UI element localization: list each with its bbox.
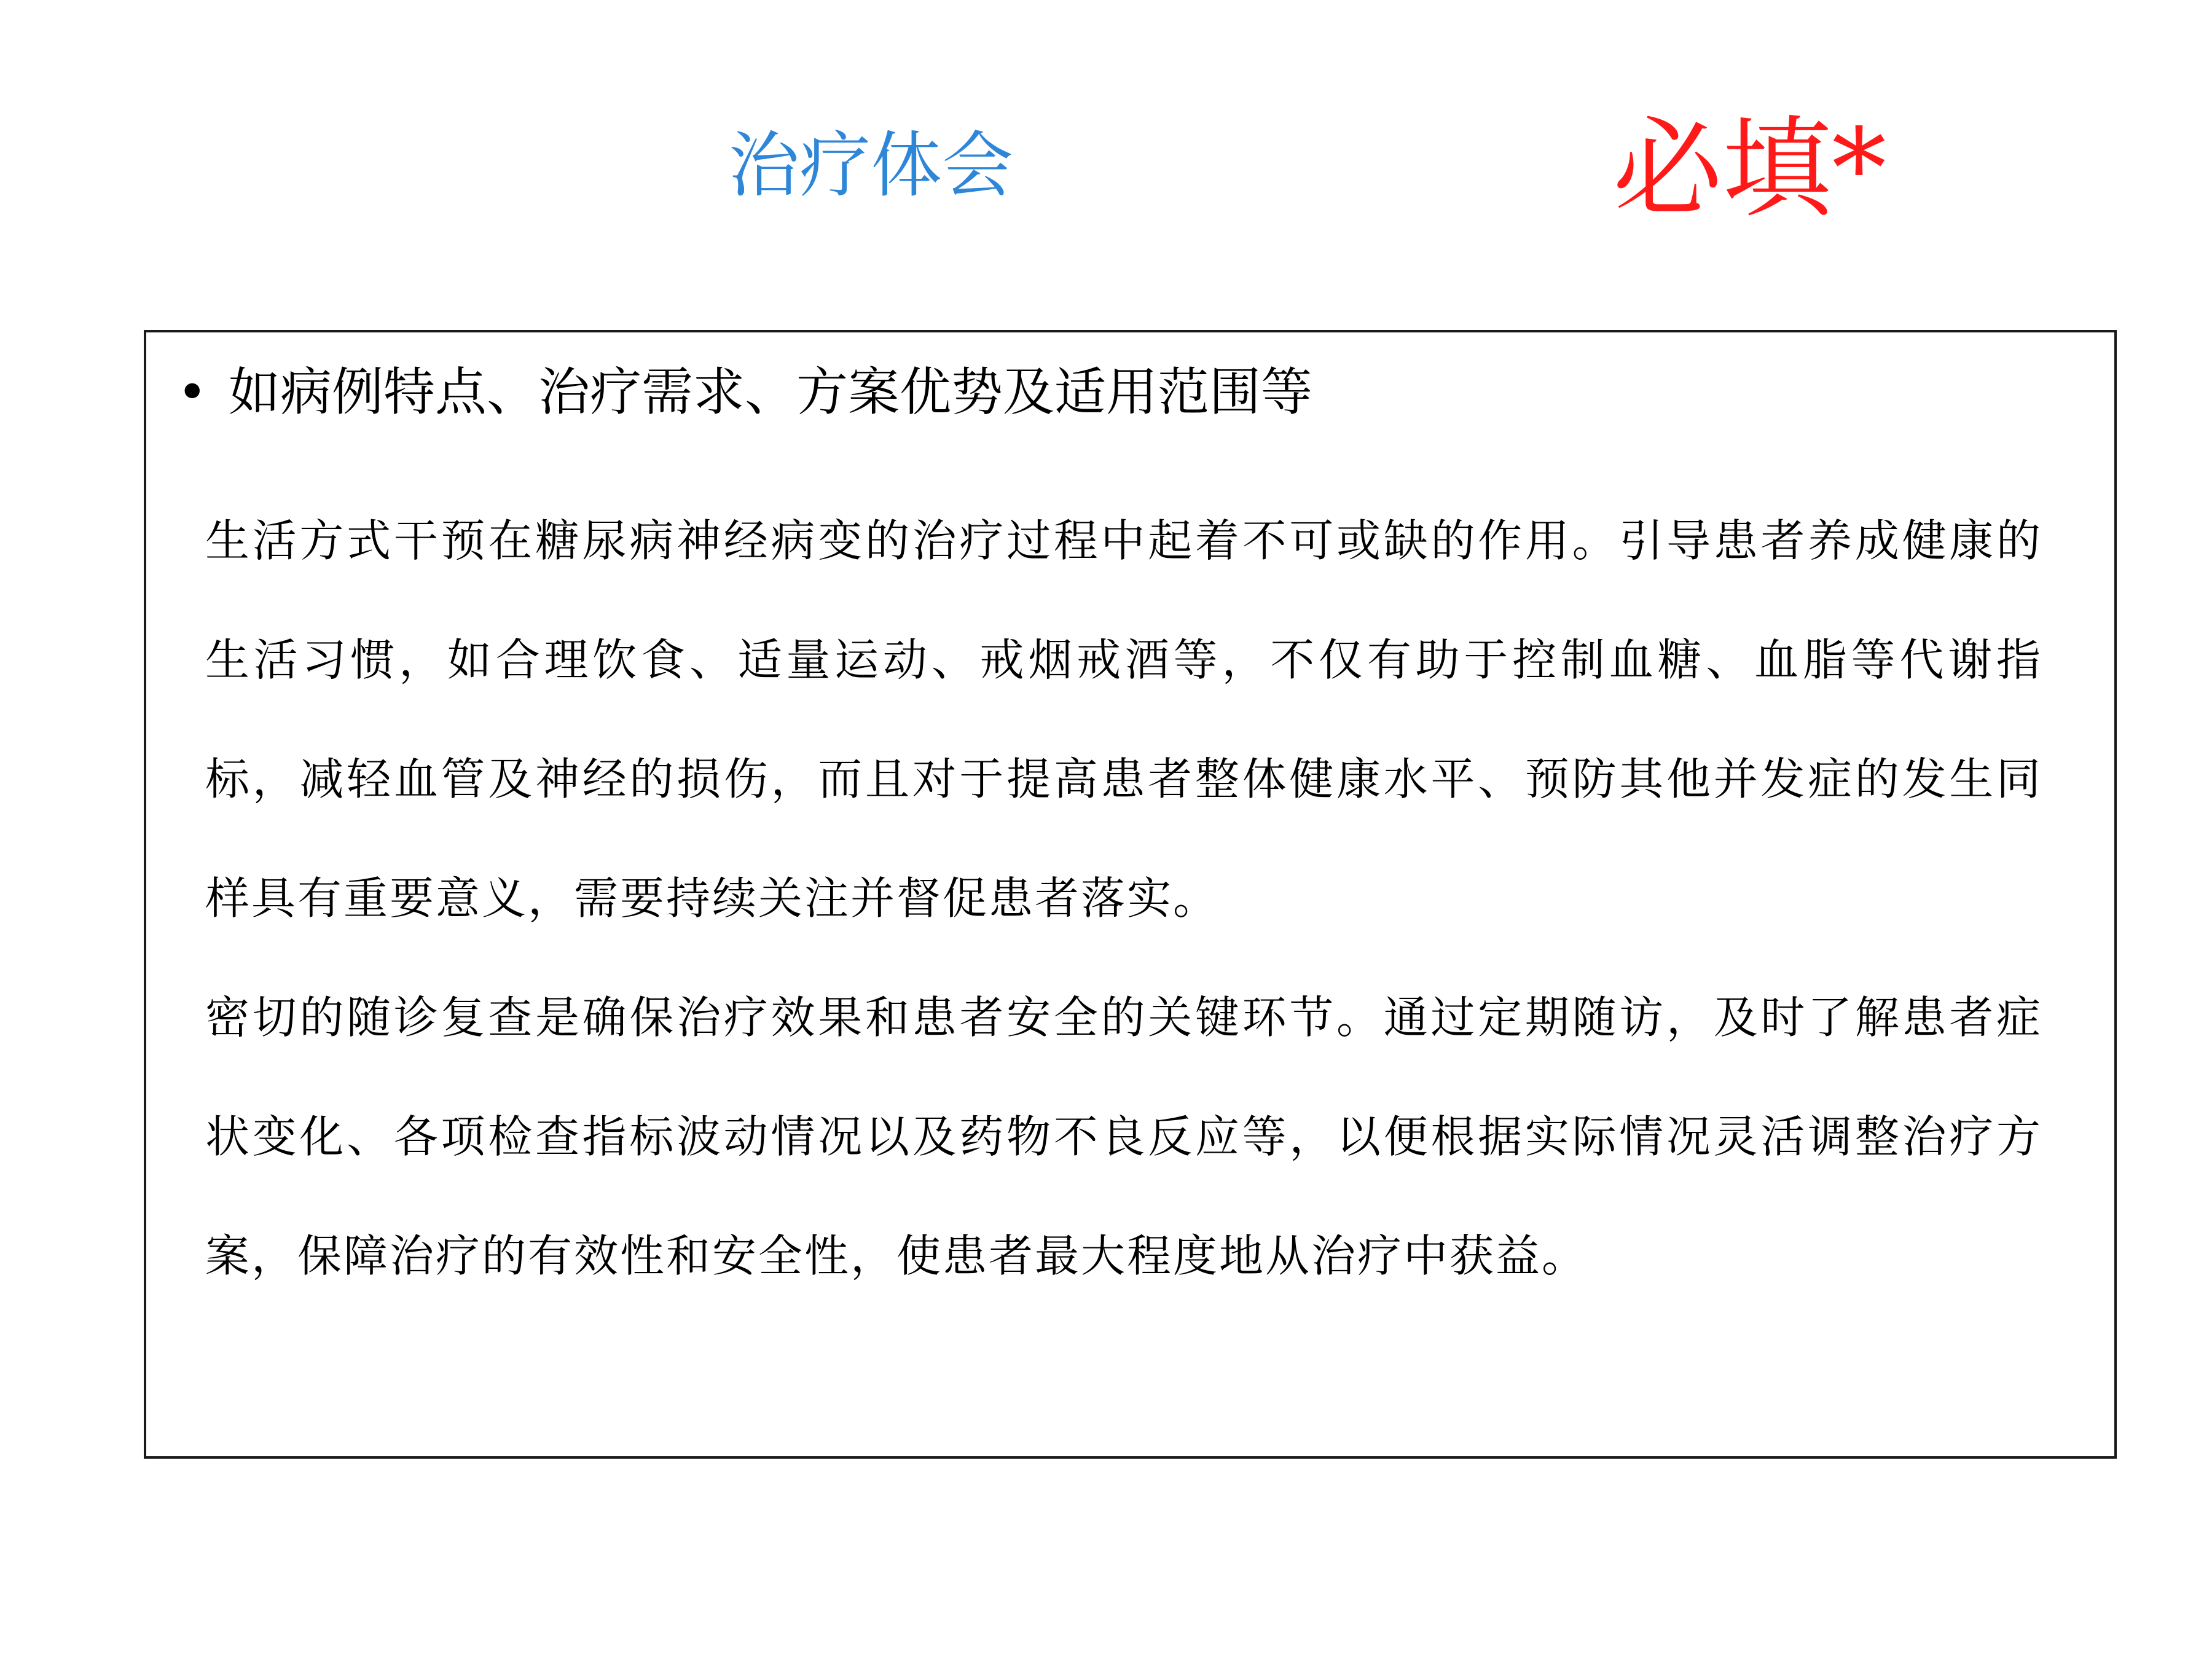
bullet-text: 如病例特点、治疗需求、方案优势及适用范围等	[229, 362, 1313, 422]
body-text	[205, 481, 2042, 1316]
bullet-item	[177, 358, 1312, 426]
content-box	[144, 330, 2117, 1459]
paragraph-follow-up: 密切的随诊复查是确保治疗效果和患者安全的关键环节。通过定期随访，及时了解患者症状变化、各项检查指标波动情况以及药物不良反应等，以便根据实际情况灵活调整治疗方案，保障治疗的有效性和安全性，使患者最大程度地从治疗中获益。	[205, 992, 2042, 1282]
required-label: 必填*	[1613, 105, 1886, 232]
paragraph-lifestyle: 生活方式干预在糖尿病神经病变的治疗过程中起着不可或缺的作用。引导患者养成健康的生活习惯，如合理饮食、适量运动、戒烟戒酒等，不仅有助于控制血糖、血脂等代谢指标，减轻血管及神经的损伤，而且对于提高患者整体健康水平、预防其他并发症的发生同样具有重要意义，需要持续关注并督促患者落实。	[205, 515, 2042, 924]
page-title: 治疗体会	[728, 124, 1013, 207]
bullet-icon: •	[177, 362, 208, 422]
